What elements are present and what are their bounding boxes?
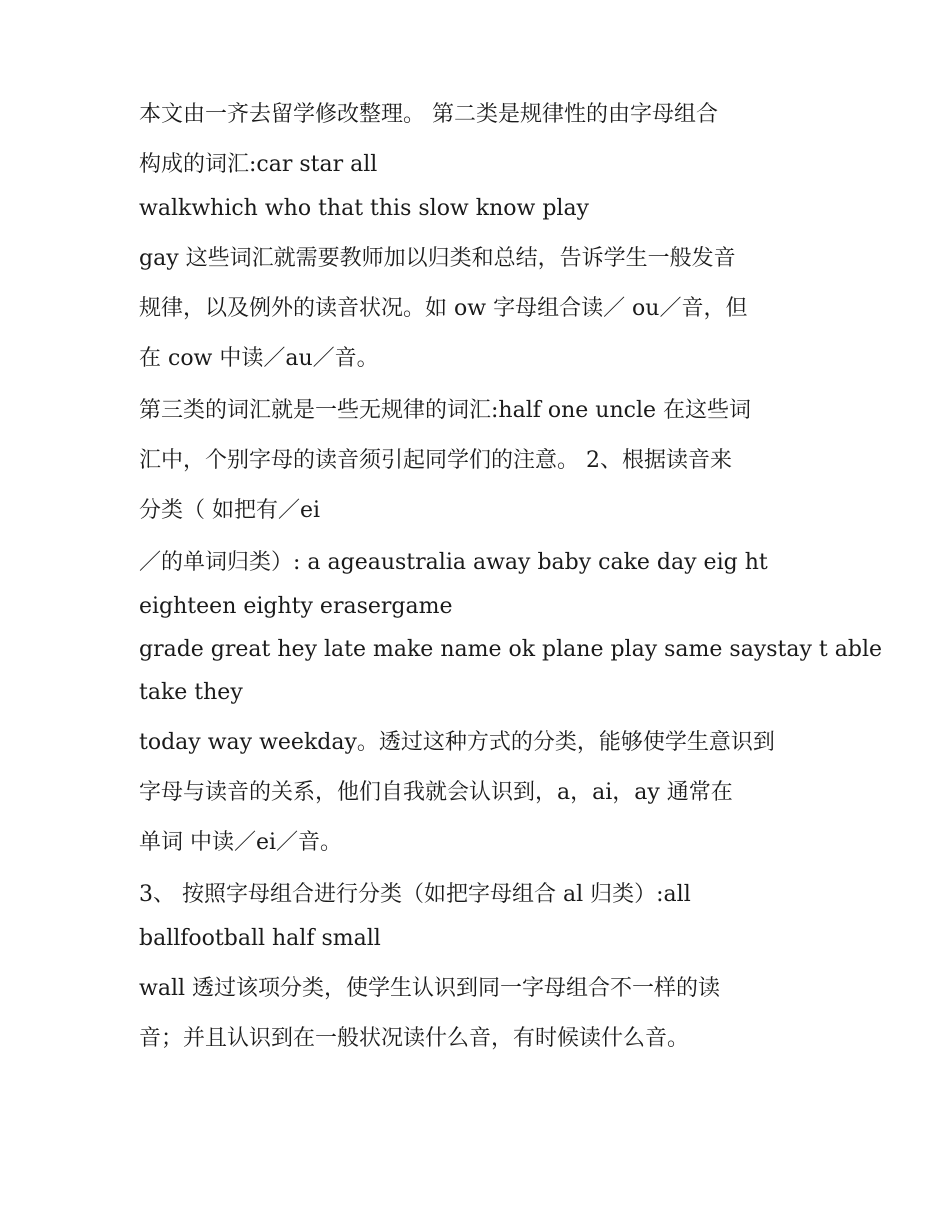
text-line: gay 这些词汇就需要教师加以归类和总结，告诉学生一般发音	[139, 246, 736, 271]
text-line: 字母与读音的关系，他们自我就会认识到，a，ai，ay 通常在	[139, 780, 733, 805]
text-line: 第三类的词汇就是一些无规律的词汇:half one uncle 在这些词	[139, 398, 752, 423]
text-line: eighteen eighty erasergame	[139, 594, 453, 619]
text-line: wall 透过该项分类，使学生认识到同一字母组合不一样的读	[139, 976, 721, 1001]
text-line: grade great hey late make name ok plane play same saystay t able	[139, 637, 882, 662]
text-line: 音；并且认识到在一般状况读什么音，有时候读什么音。	[139, 1026, 690, 1051]
text-line: 规律，以及例外的读音状况。如 ow 字母组合读／ ou／音，但	[139, 296, 748, 321]
text-line: 本文由一齐去留学修改整理。 第二类是规律性的由字母组合	[139, 102, 718, 127]
text-line: 分类（ 如把有／ei	[139, 498, 321, 523]
text-line: walkwhich who that this slow know play	[139, 196, 589, 221]
text-line: take they	[139, 680, 243, 705]
text-line: 3、 按照字母组合进行分类（如把字母组合 al 归类）:all	[139, 882, 691, 907]
text-line: ／的单词归类）: a ageaustralia away baby cake day eig ht	[139, 550, 768, 575]
text-line: 构成的词汇:car star all	[139, 152, 378, 177]
text-line: 在 cow 中读／au／音。	[139, 346, 379, 371]
text-line: 单词 中读／ei／音。	[139, 830, 343, 855]
text-line: ballfootball half small	[139, 926, 381, 951]
text-line: 汇中，个别字母的读音须引起同学们的注意。 2、根据读音来	[139, 448, 732, 473]
text-line: today way weekday。透过这种方式的分类，能够使学生意识到	[139, 730, 775, 755]
